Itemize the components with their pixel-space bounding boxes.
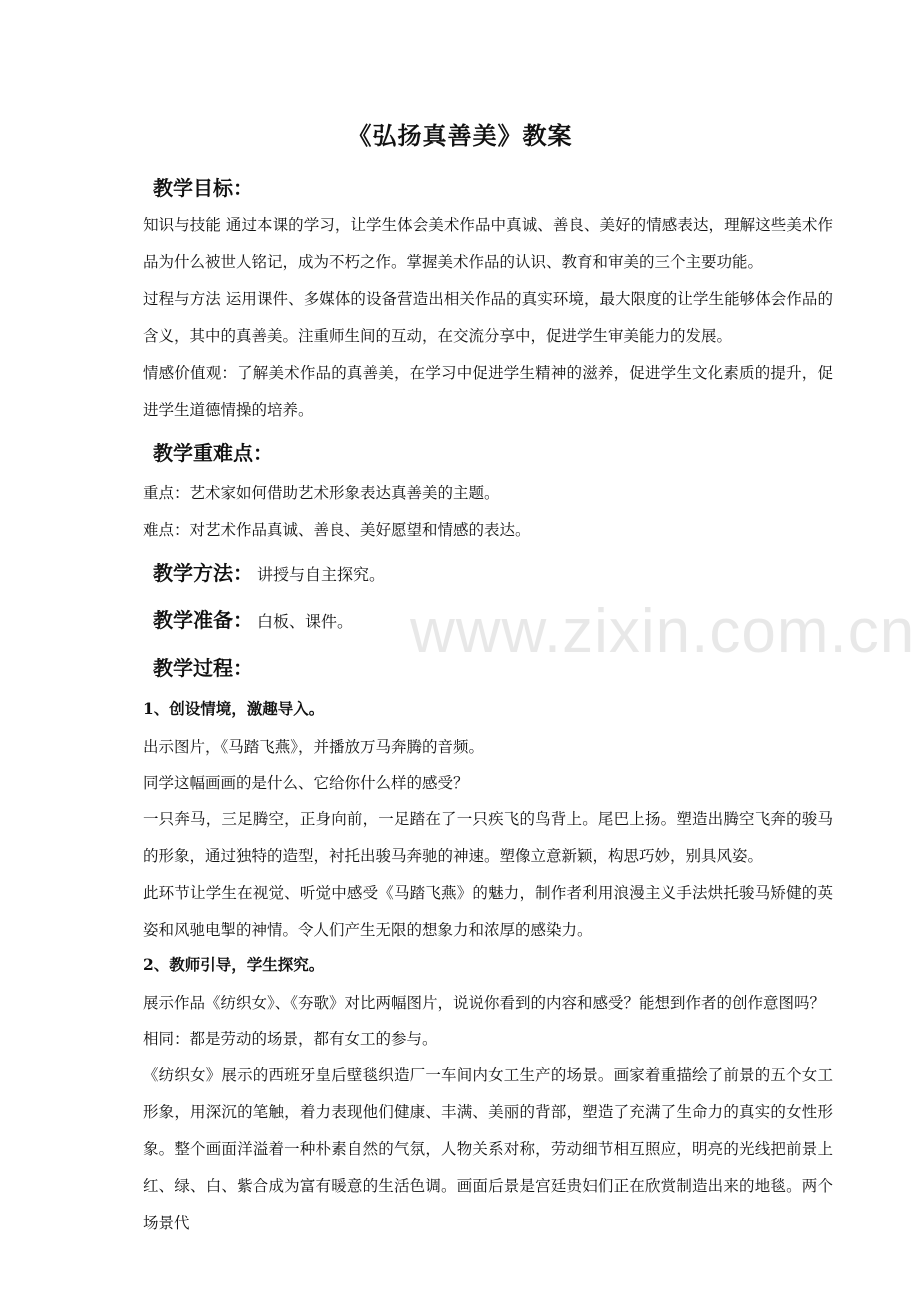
heading-teaching-method: [153, 557, 385, 586]
goals-knowledge-text: 知识与技能 通过本课的学习，让学生体会美术作品中真诚、善良、美好的情感表达，理解这些美术作品为什么被世人铭记，成为不朽之作。掌握美术作品的认识、教育和审美的三个主要功能。: [143, 216, 833, 271]
step1-paragraph-4: 此环节让学生在视觉、听觉中感受《马踏飞燕》的魅力，制作者利用浪漫主义手法烘托骏马矫健的英姿和风驰电掣的神情。令人们产生无限的想象力和浓厚的感染力。: [143, 884, 833, 939]
goals-process-paragraph: [143, 281, 833, 355]
teaching-method-text: 讲授与自主探究。: [257, 565, 386, 584]
teaching-method-label: 教学方法：: [153, 561, 253, 585]
heading-teaching-goals: 教学目标：: [153, 176, 253, 200]
teaching-prep-label: 教学准备：: [153, 608, 253, 632]
document-title: 《弘扬真善美》教案: [347, 121, 573, 150]
watermark: www.zixin.com.cn: [410, 597, 916, 666]
goals-knowledge-paragraph: [143, 207, 833, 281]
step2-paragraph-1: 展示作品《纺织女》、《夯歌》对比两幅图片，说说你看到的内容和感受？能想到作者的创作意图吗？: [143, 994, 826, 1012]
teaching-prep-text: 白板、课件。: [257, 612, 354, 631]
step1-paragraph-3: 一只奔马，三足腾空，正身向前，一足踏在了一只疾飞的鸟背上。尾巴上扬。塑造出腾空飞奔的骏马的形象，通过独特的造型，衬托出骏马奔驰的神速。塑像立意新颖，构思巧妙，别具风姿。: [143, 810, 833, 865]
heading-teaching-prep: [153, 604, 353, 633]
step1-paragraph-2: 同学这幅画画的是什么、它给你什么样的感受？: [143, 774, 469, 792]
goals-emotion-paragraph: [143, 355, 833, 429]
step2-paragraph-3: 《纺织女》展示的西班牙皇后壁毯织造厂一车间内女工生产的场景。画家着重描绘了前景的五个女工形象，用深沉的笔触，着力表现他们健康、丰满、美丽的背部，塑造了充满了生命力的真实的女性形象。整个画面洋溢着一种朴素自然的气氛，人物关系对称，劳动细节相互照应，明亮的光线把前景上红、绿、白、紫合成为富有暖意的生活色调。画面后景是宫廷贵妇们正在欣赏制造出来的地毯。两个场景代: [143, 1066, 833, 1232]
step2-paragraph-2: 相同：都是劳动的场景，都有女工的参与。: [143, 1030, 438, 1048]
goals-process-text: 过程与方法 运用课件、多媒体的设备营造出相关作品的真实环境，最大限度的让学生能够体会作品的含义，其中的真善美。注重师生间的互动，在交流分享中，促进学生审美能力的发展。: [143, 290, 833, 345]
key-point-focus: 重点：艺术家如何借助艺术形象表达真善美的主题。: [143, 484, 500, 502]
step1-title: 1、创设情境，激趣导入。: [143, 699, 325, 718]
heading-key-points: 教学重难点：: [153, 441, 273, 465]
step1-paragraph-1: 出示图片，《马踏飞燕》，并播放万马奔腾的音频。: [143, 738, 485, 756]
heading-teaching-process: 教学过程：: [153, 656, 253, 680]
step2-title: 2、教师引导，学生探究。: [143, 955, 325, 974]
key-point-difficulty: 难点：对艺术作品真诚、善良、美好愿望和情感的表达。: [143, 521, 531, 539]
goals-emotion-text: 情感价值观：了解美术作品的真善美，在学习中促进学生精神的滋养，促进学生文化素质的提升，促进学生道德情操的培养。: [143, 364, 833, 419]
